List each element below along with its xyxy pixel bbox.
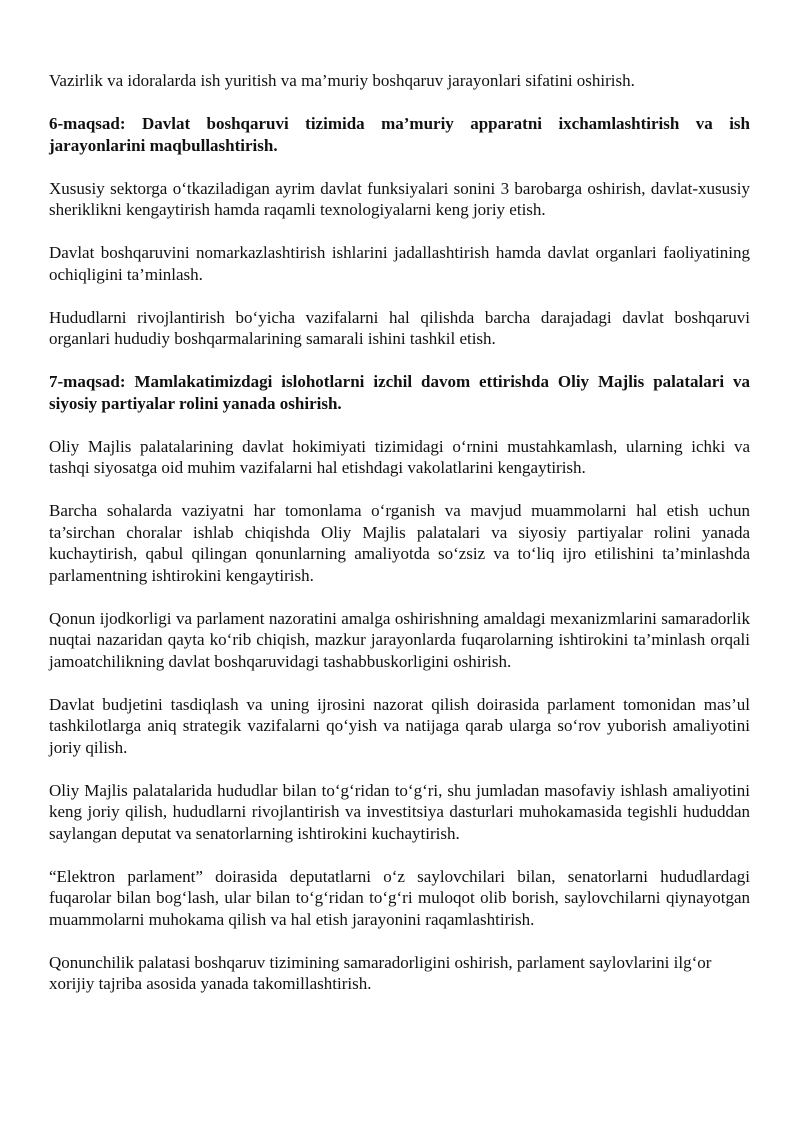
- document-page: [49, 70, 750, 1016]
- paragraph-lawmaking: Qonun ijodkorligi va parlament nazoratini amalga oshirishning amaldagi mexanizmlarini samaradorlik nuqtai nazaridan qayta ko‘rib chiqish, mazkur jarayonlarda fuqarolarning ishtirokini ta’minlash orqali jamoatchilikning davlat boshqaruvidagi tashabbuskorligini oshirish.: [49, 608, 750, 671]
- paragraph-legislative-chamber: Qonunchilik palatasi boshqaruv tizimining samaradorligini oshirish, parlament saylovlarini ilg‘or xorijiy tajriba asosida yanada takomillashtirish.: [49, 952, 712, 993]
- paragraph-regional-development: Hududlarni rivojlantirish bo‘yicha vazifalarni hal qilishda barcha darajadagi davlat boshqaruvi organlari hududiy boshqarmalarining samarali ishini tashkil etish.: [49, 307, 750, 348]
- paragraph-intro: Vazirlik va idoralarda ish yuritish va ma’muriy boshqaruv jarayonlari sifatini oshirish.: [49, 71, 635, 90]
- paragraph-oliy-majlis-role: Oliy Majlis palatalarining davlat hokimiyati tizimidagi o‘rnini mustahkamlash, ularning ichki va tashqi siyosatga oid muhim vazifalarni hal etishdagi vakolatlarini kengaytirish.: [49, 436, 750, 477]
- paragraph-electronic-parliament: “Elektron parlament” doirasida deputatlarni o‘z saylovchilari bilan, senatorlarni hududlardagi fuqarolar bilan bog‘lash, ular bilan to‘g‘ridan to‘g‘ri muloqot olib borish, saylovchilarni qiynayotgan muammolarni muhokama qilish va hal etish jarayonini raqamlashtirish.: [49, 866, 750, 929]
- paragraph-decentralization: Davlat boshqaruvini nomarkazlashtirish ishlarini jadallashtirish hamda davlat organlari faoliyatining ochiqligini ta’minlash.: [49, 243, 750, 284]
- paragraph-state-budget: Davlat budjetini tasdiqlash va uning ijrosini nazorat qilish doirasida parlament tomonidan mas’ul tashkilotlarga aniq strategik vazifalarni qo‘yish va natijaga qarab ularga so‘rov yuborish amaliyotini joriy qilish.: [49, 694, 750, 757]
- paragraph-all-sectors: Barcha sohalarda vaziyatni har tomonlama o‘rganish va mavjud muammolarni hal etish uchun ta’sirchan choralar ishlab chiqishda Oliy Majlis palatalari va siyosiy partiyalar rolini yanada kuchaytirish, qabul qilingan qonunlarning amaliyotda so‘zsiz va to‘liq ijro etilishini ta’minlashda parlamentning ishtirokini kengaytirish.: [49, 501, 750, 585]
- goal-6-heading: 6-maqsad: Davlat boshqaruvi tizimida ma’muriy apparatni ixchamlashtirish va ish jarayonlarini maqbullashtirish.: [49, 114, 750, 155]
- goal-7-heading: 7-maqsad: Mamlakatimizdagi islohotlarni izchil davom ettirishda Oliy Majlis palatalari va siyosiy partiyalar rolini yanada oshirish.: [49, 372, 750, 413]
- paragraph-private-sector: Xususiy sektorga o‘tkaziladigan ayrim davlat funksiyalari sonini 3 barobarga oshirish, davlat-xususiy sheriklikni kengaytirish hamda raqamli texnologiyalarni keng joriy etish.: [49, 178, 750, 219]
- paragraph-regions-remote: Oliy Majlis palatalarida hududlar bilan to‘g‘ridan to‘g‘ri, shu jumladan masofaviy ishlash amaliyotini keng joriy qilish, hududlarni rivojlantirish va investitsiya dasturlari muhokamasida tegishli hududdan saylangan deputat va senatorlarning ishtirokini kuchaytirish.: [49, 780, 750, 843]
